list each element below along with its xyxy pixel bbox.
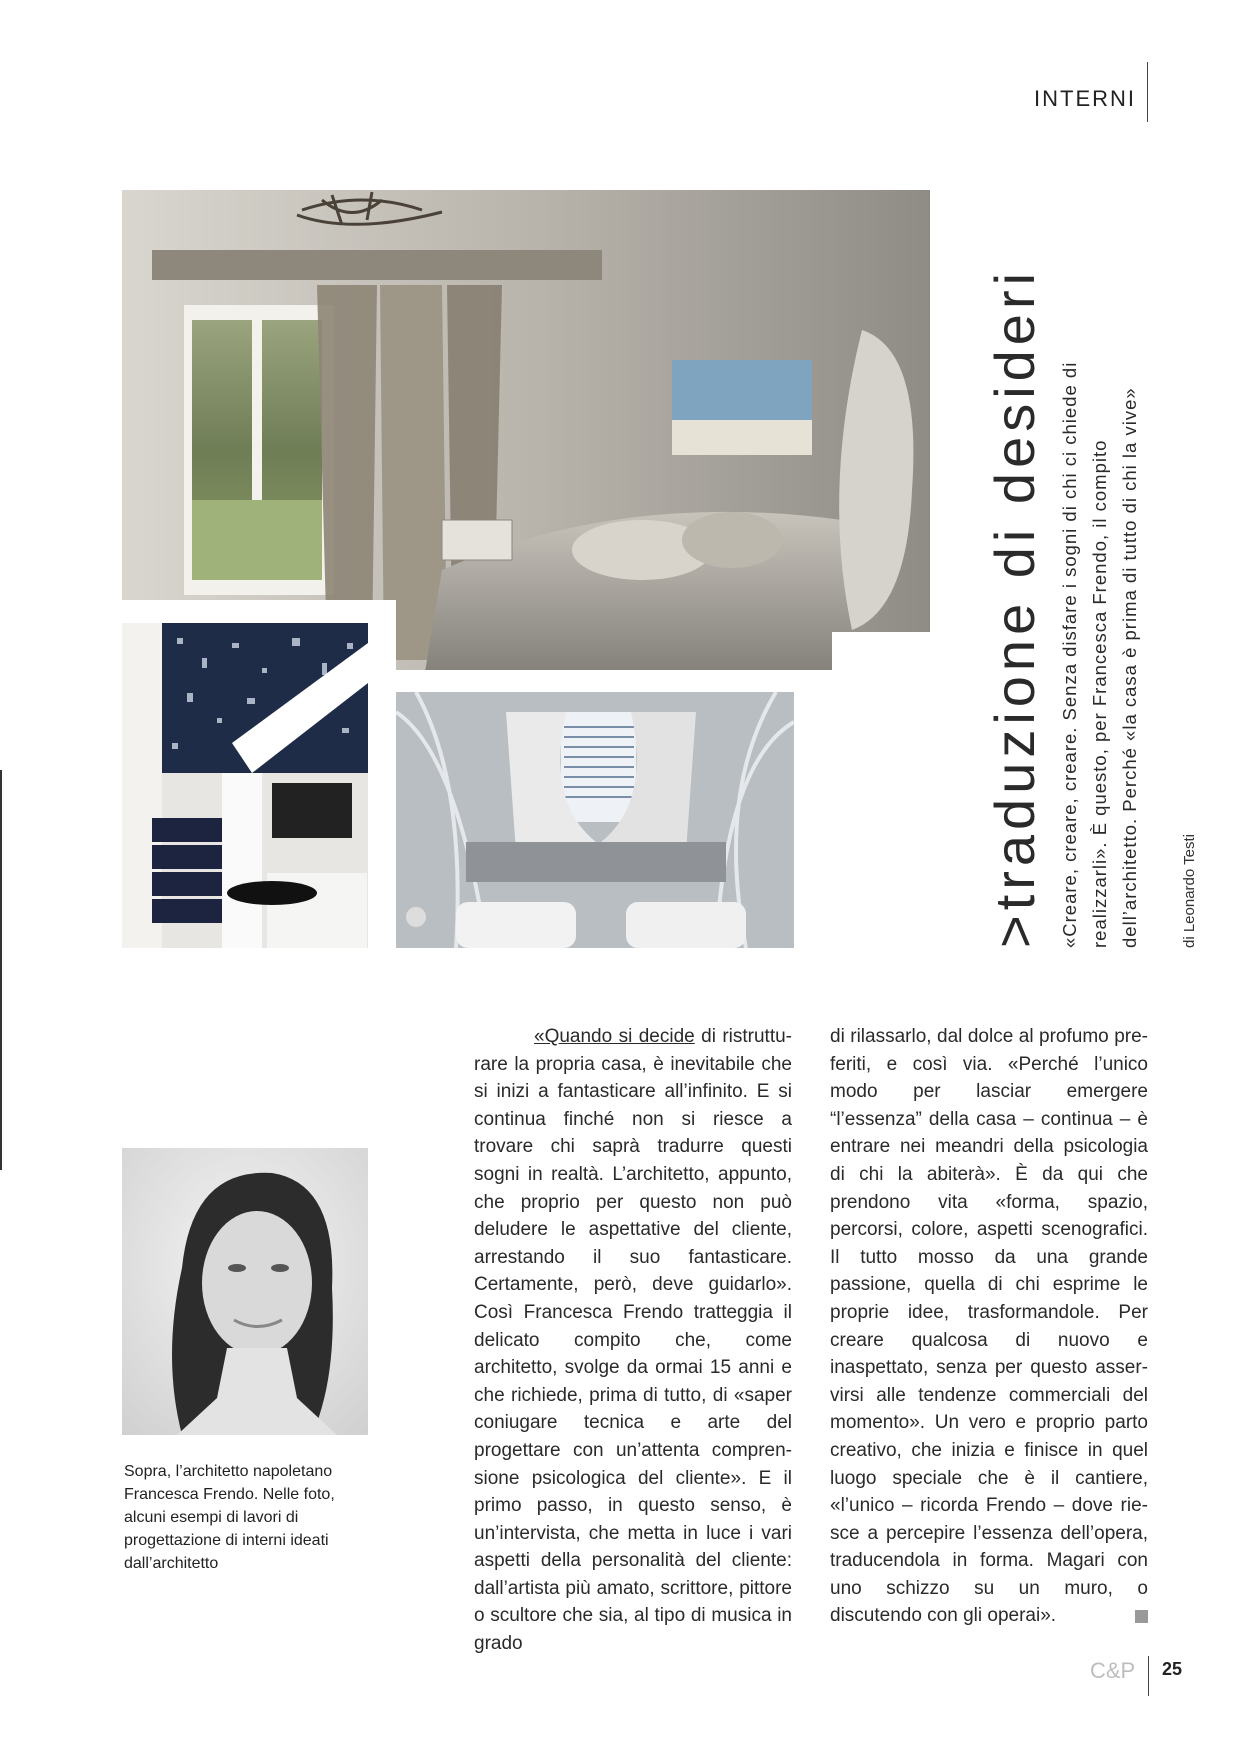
section-label: INTERNI [1034, 86, 1136, 111]
bedroom-photo [396, 692, 794, 948]
staircase-photo [122, 623, 368, 948]
standfirst-line: realizzarli». È questo, per Francesca Frendo, il compito [1089, 439, 1110, 948]
page-number: 25 [1162, 1659, 1183, 1679]
standfirst-line: dell’architetto. Perché «la casa è prima di tutto di chi la vive» [1119, 387, 1140, 948]
article-text: di ristrutturare la propria casa, è inevitabile che si inizi a fantasticare all’infinito. E si continua finché non si riesce a trovare chi saprà tradurre questi sogni in realtà. L’architetto, appunto, che proprio per questo non può deludere le aspettative del cliente, arrestando il suo fantasticare. Certamente, però, deve guidarlo». Così Francesca Frendo tratteggia il delicato compito che, come architetto, svolge da ormai 15 anni e che richiede, prima di tutto, di «saper coniugare tecnica e arte del progettare con un’attenta comprensione psicologica del cliente». E il primo passo, in questo senso, è un’intervista, che metta in luce i vari aspetti della personalità del cliente: dall’artista più amato, scrittore, pittore o scultore che sia, al tipo di musica in grado [474, 1026, 792, 1655]
article-text: di rilassarlo, dal dolce al profumo preferiti, e così via. «Perché l’unico modo per lasciar emergere “l’essenza” della casa – continua – è entrare nei meandri della psicologia di chi la abiterà». È da qui che prendono vita «forma, spazio, percorsi, colore, aspetti scenografici. Il tutto mosso da una grande passione, quella di chi esprime le proprie idee, trasformandole. Per creare qualcosa di nuovo e inaspettato, senza per questo asservirsi alle tendenze commerciali del momento». Un vero e proprio parto creativo, che inizia e finisce in quel luogo speciale che è il cantiere, «l’unico – ricorda Frendo – dove riesce a percepire l’essenza dell’opera, traducendola in forma. Magari con uno schizzo su un muro, o discutendo con gli operai». [830, 1026, 1148, 1627]
section-divider [1147, 62, 1148, 122]
magazine-brand: C&P [1090, 1658, 1136, 1683]
article-lead: «Quando si decide [534, 1026, 695, 1047]
article-column-2 [830, 1023, 1148, 1630]
left-margin-rule [0, 770, 2, 1170]
end-of-article-mark [1135, 1610, 1148, 1623]
photo-caption: Sopra, l’architetto napoletano Francesca Frendo. Nelle foto, alcuni esempi di lavori di progettazione di interni ideati dall’architetto [124, 1463, 335, 1572]
byline: di Leonardo Testi [1181, 834, 1198, 948]
living-room-photo [122, 190, 930, 690]
architect-portrait-photo [122, 1148, 368, 1435]
article-title: >traduzione di desideri [983, 267, 1046, 948]
article-column-1 [474, 1023, 792, 1658]
standfirst-line: «Creare, creare, creare. Senza disfare i sogni di chi ci chiede di [1059, 361, 1080, 948]
footer-divider [1148, 1656, 1149, 1696]
